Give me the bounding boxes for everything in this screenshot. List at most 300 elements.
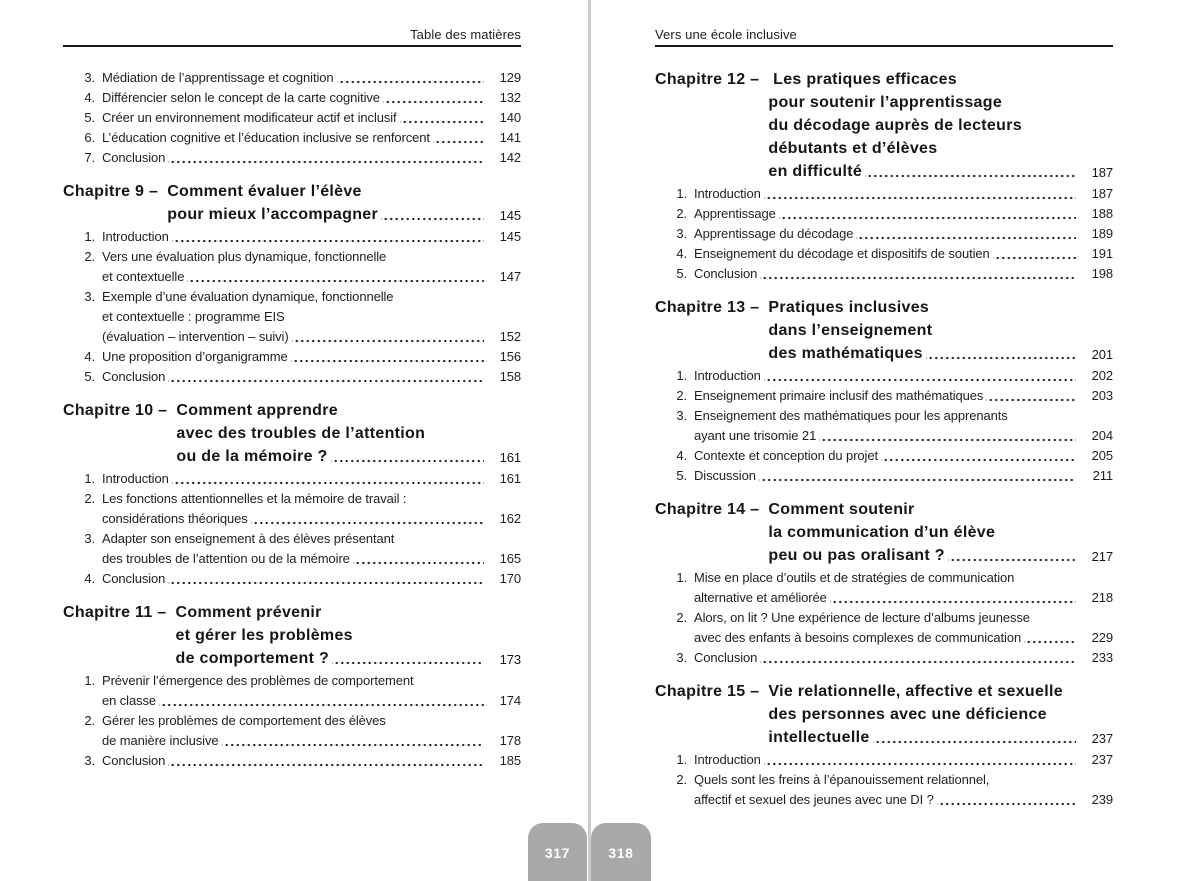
item-line-page-number: 162 — [499, 511, 521, 526]
chapter-title-line — [768, 726, 1113, 749]
item-line-page-number: 158 — [499, 369, 521, 384]
item-line-page-number: 140 — [499, 110, 521, 125]
item-number: 3. — [84, 531, 95, 546]
chapter-title — [176, 399, 521, 468]
dot-leader — [760, 264, 1076, 284]
item-line-text: Conclusion — [694, 266, 758, 281]
item-line — [102, 307, 521, 327]
toc-item — [655, 568, 1113, 608]
item-line-text: Introduction — [694, 186, 761, 201]
dot-leader — [764, 750, 1076, 770]
item-text — [694, 446, 1113, 466]
chapter-title-line — [176, 399, 521, 422]
item-line-page-number: 165 — [499, 551, 521, 566]
item-line — [694, 386, 1113, 406]
dot-leader — [433, 128, 484, 148]
item-line-text: Introduction — [694, 368, 761, 383]
chapter-title-line — [768, 137, 1113, 160]
item-line-text: Prévenir l’émergence des problèmes de comportement — [102, 673, 414, 688]
item-line — [694, 264, 1113, 284]
item-number: 3. — [676, 226, 687, 241]
item-text — [102, 128, 521, 148]
toc-item-list — [63, 671, 521, 771]
dot-leader — [168, 148, 484, 168]
item-line — [102, 509, 521, 529]
toc-left — [63, 68, 521, 771]
chapter-title — [768, 680, 1113, 749]
item-text — [694, 184, 1113, 204]
chapter-title-line — [768, 319, 1113, 342]
chapter-heading — [655, 680, 1113, 749]
left-page — [0, 0, 588, 881]
chapter-title-line-text: dans l’enseignement — [768, 322, 933, 339]
chapter-title-line — [768, 680, 1113, 703]
item-line-text: Une proposition d’organigramme — [102, 349, 288, 364]
page-number-tab-right — [591, 823, 651, 881]
item-text — [694, 466, 1113, 486]
chapter-heading — [63, 180, 521, 226]
item-line-page-number: 132 — [499, 90, 521, 105]
item-text — [694, 264, 1113, 284]
chapter-title-line — [176, 601, 521, 624]
item-line — [102, 691, 521, 711]
item-line-page-number: 205 — [1091, 448, 1113, 463]
item-number: 3. — [84, 70, 95, 85]
item-number: 3. — [84, 753, 95, 768]
toc-item — [63, 489, 521, 529]
item-line — [102, 88, 521, 108]
chapter-label: Chapitre 14 – — [655, 501, 760, 518]
item-line — [102, 731, 521, 751]
item-number: 5. — [676, 468, 687, 483]
item-line — [694, 648, 1113, 668]
item-line-text: Apprentissage du décodage — [694, 226, 854, 241]
chapter-title-line — [176, 422, 521, 445]
chapter-title-line-page-number: 217 — [1091, 549, 1113, 564]
chapter-title-line-page-number: 201 — [1091, 347, 1113, 362]
dot-leader — [331, 445, 484, 468]
chapter-title — [768, 296, 1113, 365]
item-line — [694, 184, 1113, 204]
dot-leader — [332, 647, 484, 670]
item-line-text: alternative et améliorée — [694, 590, 827, 605]
item-line — [694, 568, 1113, 588]
item-text — [102, 711, 521, 751]
item-line-page-number: 237 — [1091, 752, 1113, 767]
chapter-title-line-text: en difficulté — [768, 163, 863, 180]
item-text — [102, 569, 521, 589]
toc-item — [655, 648, 1113, 668]
chapter-title-line-page-number: 237 — [1091, 731, 1113, 746]
item-line — [694, 628, 1113, 648]
toc-item-list — [63, 68, 521, 168]
item-line-text: Conclusion — [102, 369, 166, 384]
chapter-title-line-text: du décodage auprès de lecteurs — [768, 117, 1022, 134]
item-line-page-number: 187 — [1091, 186, 1113, 201]
item-number: 1. — [84, 229, 95, 244]
item-line — [694, 224, 1113, 244]
chapter-heading — [63, 399, 521, 468]
item-line-text: Mise en place d’outils et de stratégies de communication — [694, 570, 1015, 585]
chapter-title-line-text: la communication d’un élève — [768, 524, 996, 541]
dot-leader — [819, 426, 1076, 446]
item-line-page-number: 145 — [499, 229, 521, 244]
item-text — [694, 770, 1113, 810]
chapter-title-line — [768, 296, 1113, 319]
dot-leader — [881, 446, 1076, 466]
item-line-page-number: 189 — [1091, 226, 1113, 241]
chapter-title-line — [768, 342, 1113, 365]
item-text — [694, 648, 1113, 668]
item-line-text: (évaluation – intervention – suivi) — [102, 329, 289, 344]
item-line — [102, 148, 521, 168]
item-line-text: considérations théoriques — [102, 511, 248, 526]
toc-item — [63, 569, 521, 589]
item-line — [694, 446, 1113, 466]
chapter-title-line-text: pour soutenir l’apprentissage — [768, 94, 1003, 111]
item-line — [102, 529, 521, 549]
chapter-heading — [655, 498, 1113, 567]
toc-item — [63, 347, 521, 367]
page-number-right: 318 — [608, 845, 634, 861]
item-line-text: ayant une trisomie 21 — [694, 428, 817, 443]
item-number: 4. — [84, 349, 95, 364]
item-line-text: Les fonctions attentionnelles et la mémoire de travail : — [102, 491, 407, 506]
item-text — [102, 671, 521, 711]
chapter-label: Chapitre 10 – — [63, 402, 168, 419]
item-line-page-number: 229 — [1091, 630, 1113, 645]
chapter-title-line — [176, 445, 521, 468]
dot-leader — [292, 327, 484, 347]
chapter-title-line — [768, 544, 1113, 567]
chapter-label: Chapitre 9 – — [63, 183, 159, 200]
item-line-page-number: 178 — [499, 733, 521, 748]
right-page — [591, 0, 1180, 881]
chapter-title-line-page-number: 145 — [499, 208, 521, 223]
item-text — [102, 148, 521, 168]
dot-leader — [353, 549, 484, 569]
toc-item-list — [655, 366, 1113, 486]
chapter-title-line — [176, 624, 521, 647]
dot-leader — [764, 184, 1076, 204]
chapter-title-line — [167, 180, 521, 203]
toc-item — [655, 770, 1113, 810]
toc-item — [655, 406, 1113, 446]
chapter-title — [768, 498, 1113, 567]
item-line-text: Introduction — [694, 752, 761, 767]
dot-leader — [865, 160, 1076, 183]
item-number: 2. — [676, 610, 687, 625]
item-text — [694, 608, 1113, 648]
item-number: 2. — [84, 713, 95, 728]
item-text — [694, 750, 1113, 770]
toc-item — [655, 204, 1113, 224]
chapter-title-line-text: Vie relationnelle, affective et sexuelle — [768, 683, 1063, 700]
item-line-page-number: 239 — [1091, 792, 1113, 807]
dot-leader — [172, 227, 484, 247]
dot-leader — [400, 108, 484, 128]
item-number: 5. — [676, 266, 687, 281]
item-text — [102, 88, 521, 108]
item-line-page-number: 218 — [1091, 590, 1113, 605]
chapter-title-line — [768, 114, 1113, 137]
item-text — [102, 529, 521, 569]
chapter-title-line — [768, 498, 1113, 521]
item-line — [694, 466, 1113, 486]
toc-item — [63, 68, 521, 88]
dot-leader — [760, 648, 1076, 668]
toc-item-list — [63, 227, 521, 387]
item-text — [102, 108, 521, 128]
item-line-text: Conclusion — [694, 650, 758, 665]
item-text — [102, 489, 521, 529]
item-number: 1. — [676, 752, 687, 767]
chapter-title-line-text: avec des troubles de l’attention — [176, 425, 426, 442]
dot-leader — [222, 731, 484, 751]
item-text — [102, 68, 521, 88]
item-line-text: Vers une évaluation plus dynamique, fonctionnelle — [102, 249, 387, 264]
item-number: 3. — [84, 289, 95, 304]
chapter-entry — [655, 498, 1113, 668]
toc-item — [63, 711, 521, 751]
header-rule-left — [63, 45, 521, 47]
chapter-title-line-page-number: 187 — [1091, 165, 1113, 180]
chapter-title-line-text: peu ou pas oralisant ? — [768, 547, 945, 564]
item-text — [102, 347, 521, 367]
chapter-label: Chapitre 13 – — [655, 299, 760, 316]
item-line — [102, 128, 521, 148]
dot-leader — [986, 386, 1076, 406]
item-line-page-number: 204 — [1091, 428, 1113, 443]
toc-item-list — [655, 568, 1113, 668]
item-text — [102, 367, 521, 387]
chapter-title-line-text: intellectuelle — [768, 729, 870, 746]
item-line-page-number: 198 — [1091, 266, 1113, 281]
item-line-page-number: 185 — [499, 753, 521, 768]
chapter-title-line-text: et gérer les problèmes — [175, 627, 353, 644]
running-head-right: Vers une école inclusive — [655, 27, 797, 42]
chapter-title-line-text: des mathématiques — [768, 345, 923, 362]
chapter-title-line-text: Pratiques inclusives — [768, 299, 930, 316]
dot-leader — [337, 68, 485, 88]
dot-leader — [873, 726, 1076, 749]
item-number: 2. — [84, 491, 95, 506]
item-number: 4. — [676, 246, 687, 261]
chapter-title — [768, 68, 1113, 183]
item-line-text: et contextuelle : programme EIS — [102, 309, 285, 324]
item-line-page-number: 152 — [499, 329, 521, 344]
toc-item — [63, 671, 521, 711]
dot-leader — [759, 466, 1076, 486]
chapter-title-line-page-number: 173 — [499, 652, 521, 667]
item-line-text: Adapter son enseignement à des élèves présentant — [102, 531, 395, 546]
chapter-title-line-text: pour mieux l’accompagner — [167, 206, 378, 223]
chapter-title-line-text: de comportement ? — [175, 650, 330, 667]
item-line-text: Quels sont les freins à l’épanouissement relationnel, — [694, 772, 990, 787]
item-line-page-number: 203 — [1091, 388, 1113, 403]
toc-item — [655, 366, 1113, 386]
chapter-title-line — [176, 647, 521, 670]
item-line-text: L’éducation cognitive et l’éducation inclusive se renforcent — [102, 130, 430, 145]
item-line — [102, 108, 521, 128]
toc-right — [655, 68, 1113, 810]
item-line-text: Apprentissage — [694, 206, 776, 221]
dot-leader — [1024, 628, 1076, 648]
item-line — [102, 247, 521, 267]
item-line — [102, 267, 521, 287]
item-number: 5. — [84, 369, 95, 384]
item-line-page-number: 170 — [499, 571, 521, 586]
dot-leader — [381, 203, 484, 226]
item-line-page-number: 174 — [499, 693, 521, 708]
chapter-entry — [63, 601, 521, 771]
item-line-page-number: 191 — [1091, 246, 1113, 261]
item-line-text: Enseignement du décodage et dispositifs de soutien — [694, 246, 990, 261]
item-text — [102, 247, 521, 287]
item-line-page-number: 156 — [499, 349, 521, 364]
item-line-text: Introduction — [102, 229, 169, 244]
toc-item — [655, 224, 1113, 244]
chapter-title — [176, 601, 521, 670]
item-line — [102, 549, 521, 569]
chapter-entry — [63, 180, 521, 387]
dot-leader — [291, 347, 484, 367]
item-number: 2. — [676, 772, 687, 787]
toc-item — [655, 750, 1113, 770]
dot-leader — [764, 366, 1076, 386]
item-line-text: des troubles de l’attention ou de la mémoire — [102, 551, 350, 566]
item-line-text: Enseignement primaire inclusif des mathématiques — [694, 388, 984, 403]
item-line-text: Contexte et conception du projet — [694, 448, 878, 463]
dot-leader — [993, 244, 1076, 264]
item-line-text: Introduction — [102, 471, 169, 486]
chapter-heading — [655, 296, 1113, 365]
item-line — [102, 671, 521, 691]
chapter-title-line — [768, 68, 1113, 91]
toc-item — [655, 466, 1113, 486]
chapter-entry — [655, 680, 1113, 810]
item-line-text: Exemple d’une évaluation dynamique, fonctionnelle — [102, 289, 394, 304]
item-number: 7. — [84, 150, 95, 165]
item-line-text: en classe — [102, 693, 157, 708]
chapter-title-line-text: des personnes avec une déficience — [768, 706, 1047, 723]
item-line-page-number: 129 — [499, 70, 521, 85]
toc-item — [63, 751, 521, 771]
item-line-page-number: 142 — [499, 150, 521, 165]
item-text — [694, 386, 1113, 406]
toc-item — [655, 608, 1113, 648]
toc-item-list — [655, 750, 1113, 810]
item-number: 2. — [676, 206, 687, 221]
chapter-title-line — [768, 703, 1113, 726]
item-text — [102, 751, 521, 771]
chapter-title-line-text: ou de la mémoire ? — [176, 448, 328, 465]
item-line — [694, 588, 1113, 608]
toc-item-list — [655, 184, 1113, 284]
item-line — [694, 406, 1113, 426]
chapter-label: Chapitre 11 – — [63, 604, 167, 621]
item-text — [694, 568, 1113, 608]
item-line-page-number: 147 — [499, 269, 521, 284]
header-rule-right — [655, 45, 1113, 47]
toc-item — [63, 128, 521, 148]
item-line — [694, 366, 1113, 386]
item-number: 5. — [84, 110, 95, 125]
item-line-text: Médiation de l’apprentissage et cognition — [102, 70, 334, 85]
toc-item — [63, 367, 521, 387]
page-number-tab-left — [528, 823, 587, 881]
running-head-left: Table des matières — [410, 27, 521, 42]
item-text — [102, 469, 521, 489]
chapter-title-line-text: Comment prévenir — [175, 604, 322, 621]
toc-item — [63, 227, 521, 247]
toc-item — [63, 469, 521, 489]
toc-item — [63, 529, 521, 569]
dot-leader — [830, 588, 1076, 608]
item-number: 6. — [84, 130, 95, 145]
chapter-label: Chapitre 12 – — [655, 71, 760, 88]
dot-leader — [172, 469, 484, 489]
item-line-text: avec des enfants à besoins complexes de communication — [694, 630, 1022, 645]
item-line-text: Conclusion — [102, 150, 166, 165]
toc-item — [63, 247, 521, 287]
toc-item — [655, 244, 1113, 264]
item-line — [694, 204, 1113, 224]
item-line-page-number: 141 — [499, 130, 521, 145]
item-line — [694, 608, 1113, 628]
chapter-title-line — [768, 160, 1113, 183]
toc-item — [63, 108, 521, 128]
item-line — [694, 750, 1113, 770]
chapter-entry — [655, 296, 1113, 486]
chapter-title-line-text: Comment évaluer l’élève — [167, 183, 362, 200]
dot-leader — [159, 691, 484, 711]
dot-leader — [937, 790, 1076, 810]
item-number: 2. — [676, 388, 687, 403]
item-number: 3. — [676, 650, 687, 665]
item-line — [102, 569, 521, 589]
chapter-heading — [655, 68, 1113, 183]
chapter-title-line — [768, 91, 1113, 114]
item-line — [694, 790, 1113, 810]
item-number: 1. — [676, 368, 687, 383]
item-text — [102, 227, 521, 247]
item-text — [694, 244, 1113, 264]
item-line-text: Discussion — [694, 468, 756, 483]
item-line-text: de manière inclusive — [102, 733, 219, 748]
item-line-page-number: 211 — [1092, 468, 1113, 483]
item-number: 4. — [84, 90, 95, 105]
dot-leader — [779, 204, 1076, 224]
item-line-text: Enseignement des mathématiques pour les apprenants — [694, 408, 1008, 423]
chapter-entry — [63, 399, 521, 589]
dot-leader — [168, 367, 484, 387]
item-line — [102, 469, 521, 489]
item-number: 3. — [676, 408, 687, 423]
chapter-title-line-text: Comment soutenir — [768, 501, 915, 518]
item-line — [102, 347, 521, 367]
dot-leader — [168, 751, 484, 771]
item-number: 2. — [84, 249, 95, 264]
chapter-title-line-text: débutants et d’élèves — [768, 140, 938, 157]
toc-item — [655, 184, 1113, 204]
chapter-title-line — [167, 203, 521, 226]
item-line-text: Gérer les problèmes de comportement des élèves — [102, 713, 386, 728]
item-line — [102, 68, 521, 88]
item-line — [694, 770, 1113, 790]
item-number: 1. — [84, 471, 95, 486]
dot-leader — [926, 342, 1076, 365]
